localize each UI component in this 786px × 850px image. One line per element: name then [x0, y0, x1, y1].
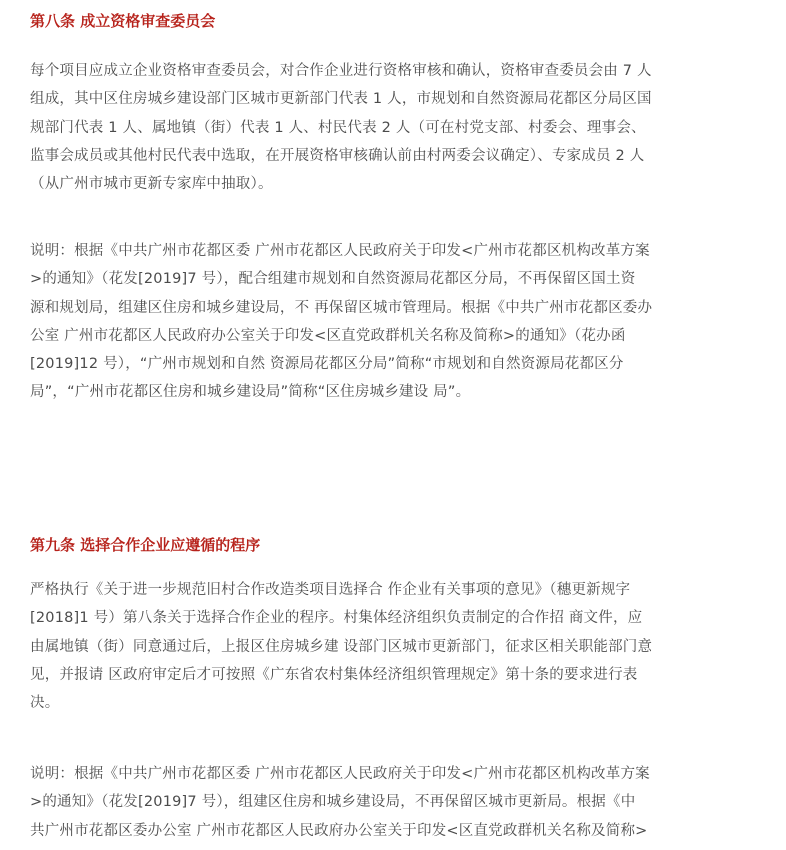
article-8-paragraph: [30, 57, 652, 198]
text-line: 见，并报请 区政府审定后才可按照《广东省农村集体经济组织管理规定》第十条的要求进行表: [30, 666, 638, 683]
text-line: （从广州市城市更新专家库中抽取）。: [30, 176, 273, 193]
text-line: 规部门代表 1 人、属地镇（街）代表 1 人、村民代表 2 人（可在村党支部、村委会、理事会、: [30, 119, 646, 136]
text-line: [2019]12 号），“广州市规划和自然 资源局花都区分局”简称“市规划和自然资源局花都区分: [30, 356, 624, 373]
text-line: 说明：根据《中共广州市花都区委 广州市花都区人民政府关于印发<广州市花都区机构改革方案: [30, 243, 650, 259]
article-9-paragraph: [30, 576, 652, 717]
article-9-title: 第九条 选择合作企业应遵循的程序: [30, 536, 261, 554]
text-line: 每个项目应成立企业资格审查委员会，对合作企业进行资格审核和确认，资格审查委员会由 7 人: [30, 63, 652, 79]
text-line: 源和规划局，组建区住房和城乡建设局，不 再保留区城市管理局。根据《中共广州市花都区委办: [30, 299, 653, 316]
text-line: 监事会成员或其他村民代表中选取，在开展资格审核确认前由村两委会议确定）、专家成员 2 人: [30, 147, 645, 164]
text-line: 公室 广州市花都区人民政府办公室关于印发<区直党政群机关名称及简称>的通知》（花办函: [30, 327, 626, 344]
article-8-note: [30, 237, 652, 407]
text-line: 局”，“广州市花都区住房和城乡建设局”简称“区住房城乡建设 局”。: [30, 384, 471, 401]
article-9-note: [30, 760, 650, 845]
text-line: 严格执行《关于进一步规范旧村合作改造类项目选择合 作企业有关事项的意见》（穗更新规字: [30, 582, 631, 598]
article-8-title: 第八条 成立资格审查委员会: [30, 12, 216, 30]
text-line: 由属地镇（街）同意通过后，上报区住房城乡建 设部门区城市更新部门，征求区相关职能部门意: [30, 638, 653, 655]
text-line: >的通知》（花发[2019]7 号），配合组建市规划和自然资源局花都区分局，不再保留区国土资: [30, 271, 636, 288]
text-line: [2018]1 号）第八条关于选择合作企业的程序。村集体经济组织负责制定的合作招 商文件，应: [30, 610, 643, 627]
text-line: >的通知》（花发[2019]7 号），组建区住房和城乡建设局，不再保留区城市更新局。根据《中: [30, 794, 636, 811]
text-line: 组成，其中区住房城乡建设部门区城市更新部门代表 1 人，市规划和自然资源局花都区分局区国: [30, 91, 652, 108]
text-line: 共广州市花都区委办公室 广州市花都区人民政府办公室关于印发<区直党政群机关名称及简称>: [30, 822, 648, 839]
text-line: 说明：根据《中共广州市花都区委 广州市花都区人民政府关于印发<广州市花都区机构改革方案: [30, 766, 650, 782]
text-line: 决。: [30, 695, 60, 712]
